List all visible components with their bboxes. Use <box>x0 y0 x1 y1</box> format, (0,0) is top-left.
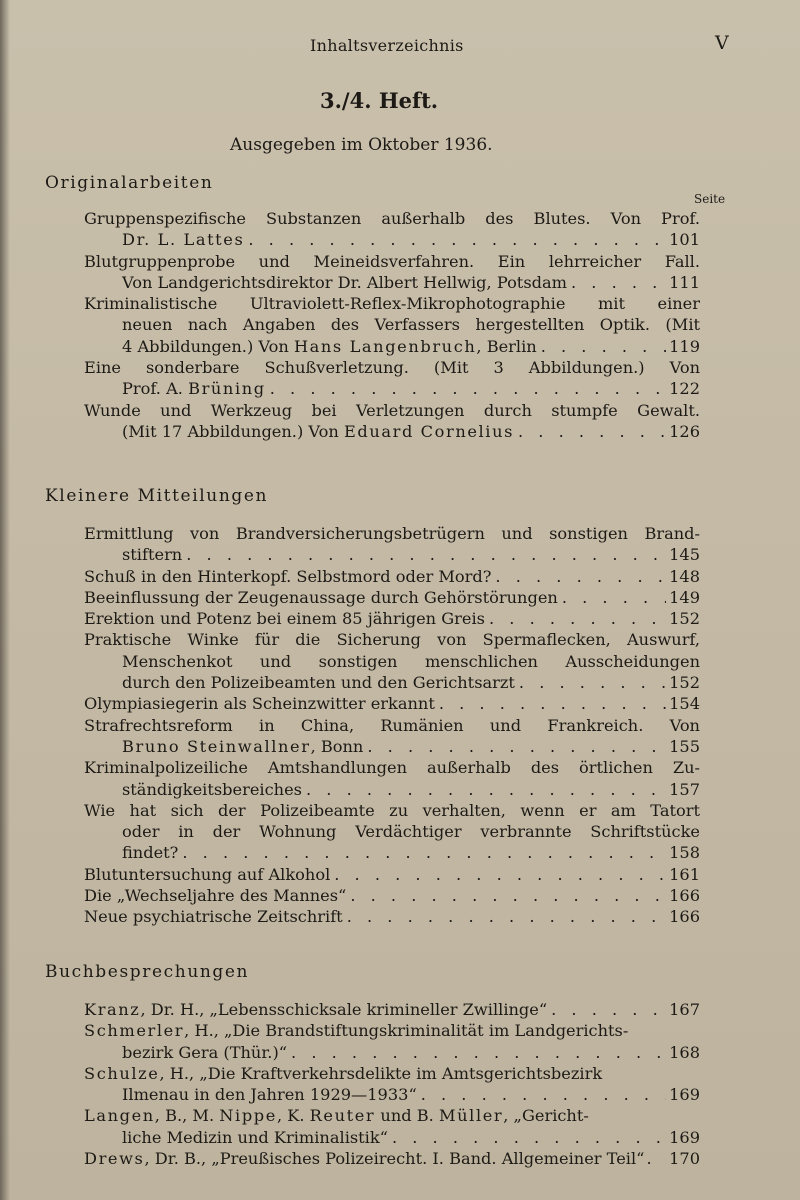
entry-title-continued: bezirk Gera (Thür.)“ <box>122 1042 288 1062</box>
toc-entry <box>0 1148 800 1169</box>
entry-title: Ermittlung von Brandversicherungsbetrügern und sonstigen Brand- <box>84 524 700 543</box>
entry-author: Brüning <box>188 379 266 399</box>
entry-author: Dr. L. Lattes <box>122 230 245 250</box>
entry-author: Reuter <box>309 1106 376 1126</box>
entry-title: Wie hat sich der Polizeibeamte zu verhalten, wenn er am Tatort <box>84 800 700 820</box>
entry-title-continued: oder in der Wohnung Verdächtiger verbrannte Schriftstücke <box>122 822 700 842</box>
entry-author-sep: , K. <box>276 1106 305 1126</box>
entry-author: Müller <box>438 1106 504 1126</box>
section-title-originalarbeiten: Originalarbeiten <box>45 173 214 193</box>
entry-title-continued: neuen nach Angaben des Verfassers hergestellten Optik. (Mit <box>122 315 700 335</box>
entry-title: Erektion und Potenz bei einem 85 jährigen Greis <box>84 609 485 629</box>
entry-title: Gruppenspezifische Substanzen außerhalb des Blutes. Von Prof. <box>84 209 700 228</box>
entry-page: 152 <box>669 673 700 693</box>
entry-page: 161 <box>669 864 700 884</box>
entry-page: 166 <box>669 907 700 927</box>
entry-author: Von Landgerichtsdirektor Dr. Albert Hellwig, Potsdam <box>122 272 567 292</box>
entry-note: (Mit 17 Abbildungen.) Von <box>122 421 339 441</box>
running-header <box>0 32 800 58</box>
entry-title: Kriminalpolizeiliche Amtshandlungen außerhalb des örtlichen Zu- <box>84 758 700 778</box>
originalarbeiten-list <box>0 208 800 442</box>
entry-page: 167 <box>669 1000 700 1019</box>
entry-title-continued: ständigkeitsbereiches <box>122 779 302 799</box>
toc-entry <box>0 523 800 566</box>
entry-author: Nippe <box>219 1106 277 1126</box>
toc-entry <box>0 293 800 357</box>
entry-page: 145 <box>669 545 700 565</box>
entry-page: 170 <box>669 1149 700 1169</box>
toc-entry <box>0 800 800 864</box>
entry-note: 4 Abbildungen.) Von <box>122 336 289 356</box>
entry-page: 149 <box>669 587 700 607</box>
toc-entry <box>0 357 800 400</box>
entry-page: 122 <box>669 379 700 399</box>
entry-title: Eine sonderbare Schußverletzung. (Mit 3 Abbildungen.) Von <box>84 358 700 378</box>
entry-author: Hans Langenbruch <box>293 336 477 356</box>
page-number-roman: V <box>715 32 729 54</box>
toc-entry <box>0 693 800 714</box>
entry-author-sep: und B. <box>380 1106 434 1126</box>
entry-page: 169 <box>669 1127 700 1147</box>
entry-place: , Berlin <box>476 336 537 356</box>
section-title-buchbesprechungen: Buchbesprechungen <box>45 962 250 982</box>
entry-page: 126 <box>669 421 700 441</box>
entry-page: 169 <box>669 1085 700 1105</box>
toc-entry <box>0 629 800 693</box>
entry-author: Drews <box>84 1149 145 1169</box>
entry-page: 101 <box>669 230 700 250</box>
entry-title-continued: durch den Polizeibeamten und den Gerichtsarzt <box>122 673 515 693</box>
entry-page: 155 <box>669 736 700 756</box>
entry-title: , Dr. H., „Lebensschicksale krimineller Zwillinge“ <box>140 1000 548 1019</box>
entry-title: Die „Wechseljahre des Mannes“ <box>84 886 347 906</box>
page-column-label: Seite <box>694 192 726 206</box>
entry-title: , H., „Die Brandstiftungskriminalität im Landgerichts- <box>184 1021 629 1041</box>
toc-entry <box>0 906 800 927</box>
toc-entry <box>0 1063 800 1106</box>
entry-title-continued: Menschenkot und sonstigen menschlichen Ausscheidungen <box>122 651 700 671</box>
entry-title-continued: stiftern <box>122 545 183 565</box>
entry-author: Bruno Steinwallner <box>122 736 311 756</box>
entry-title: Blutuntersuchung auf Alkohol <box>84 864 331 884</box>
entry-page: 157 <box>669 779 700 799</box>
entry-title: , „Gericht- <box>503 1106 589 1126</box>
toc-entry <box>0 208 800 251</box>
entry-page: 152 <box>669 609 700 629</box>
toc-entry <box>0 1020 800 1063</box>
entry-author: Kranz <box>84 1000 141 1019</box>
entry-page: 154 <box>669 694 700 714</box>
issue-heading: 3./4. Heft. <box>320 88 439 113</box>
entry-author: Langen <box>84 1106 155 1126</box>
entry-title-continued: findet? <box>122 843 179 863</box>
entry-author: Schmerler <box>84 1021 185 1041</box>
toc-entry <box>0 757 800 800</box>
entry-title: Strafrechtsreform in China, Rumänien und Frankreich. Von <box>84 715 700 735</box>
toc-entry <box>0 251 800 294</box>
entry-page: 119 <box>669 336 700 356</box>
section-title-kleinere-mitteilungen: Kleinere Mitteilungen <box>45 486 269 506</box>
buchbesprechungen-list <box>0 999 800 1169</box>
entry-page: 168 <box>669 1042 700 1062</box>
toc-entry <box>0 864 800 885</box>
entry-author-prefix: Prof. A. <box>122 379 183 399</box>
issue-date: Ausgegeben im Oktober 1936. <box>230 135 493 155</box>
entry-page: 148 <box>669 566 700 586</box>
entry-author: Schulze <box>84 1063 160 1083</box>
entry-title-continued: liche Medizin und Kriminalistik“ <box>122 1127 388 1147</box>
entry-title-continued: Ilmenau in den Jahren 1929—1933“ <box>122 1085 417 1105</box>
entry-title: Schuß in den Hinterkopf. Selbstmord oder Mord? <box>84 566 492 586</box>
entry-title: Kriminalistische Ultraviolett-Reflex-Mikrophotographie mit einer <box>84 294 700 314</box>
toc-entry <box>0 566 800 587</box>
toc-entry <box>0 715 800 758</box>
entry-place: , Bonn <box>310 736 364 756</box>
entry-title: Beeinflussung der Zeugenaussage durch Gehörstörungen <box>84 587 558 607</box>
toc-entry <box>0 608 800 629</box>
toc-entry <box>0 400 800 443</box>
toc-entry <box>0 1105 800 1148</box>
entry-title: , H., „Die Kraftverkehrsdelikte im Amtsgerichtsbezirk <box>159 1063 603 1083</box>
entry-title: Neue psychiatrische Zeitschrift <box>84 907 343 927</box>
entry-title: Wunde und Werkzeug bei Verletzungen durch stumpfe Gewalt. <box>84 400 700 420</box>
kleinere-mitteilungen-list <box>0 523 800 928</box>
toc-entry <box>0 885 800 906</box>
running-title: Inhaltsverzeichnis <box>310 36 464 55</box>
entry-title: Blutgruppenprobe und Meineidsverfahren. Ein lehrreicher Fall. <box>84 251 700 271</box>
toc-entry <box>0 999 800 1020</box>
entry-author-sep: , B., M. <box>154 1106 215 1126</box>
entry-page: 166 <box>669 886 700 906</box>
entry-title: Olympiasiegerin als Scheinzwitter erkannt <box>84 694 435 714</box>
entry-page: 111 <box>669 272 700 292</box>
entry-author: Eduard Cornelius <box>343 421 515 441</box>
toc-entry <box>0 587 800 608</box>
entry-title: Praktische Winke für die Sicherung von Spermaflecken, Auswurf, <box>84 630 700 650</box>
entry-page: 158 <box>669 843 700 863</box>
entry-title: , Dr. B., „Preußisches Polizeirecht. I. Band. Allgemeiner Teil“ <box>144 1149 645 1169</box>
